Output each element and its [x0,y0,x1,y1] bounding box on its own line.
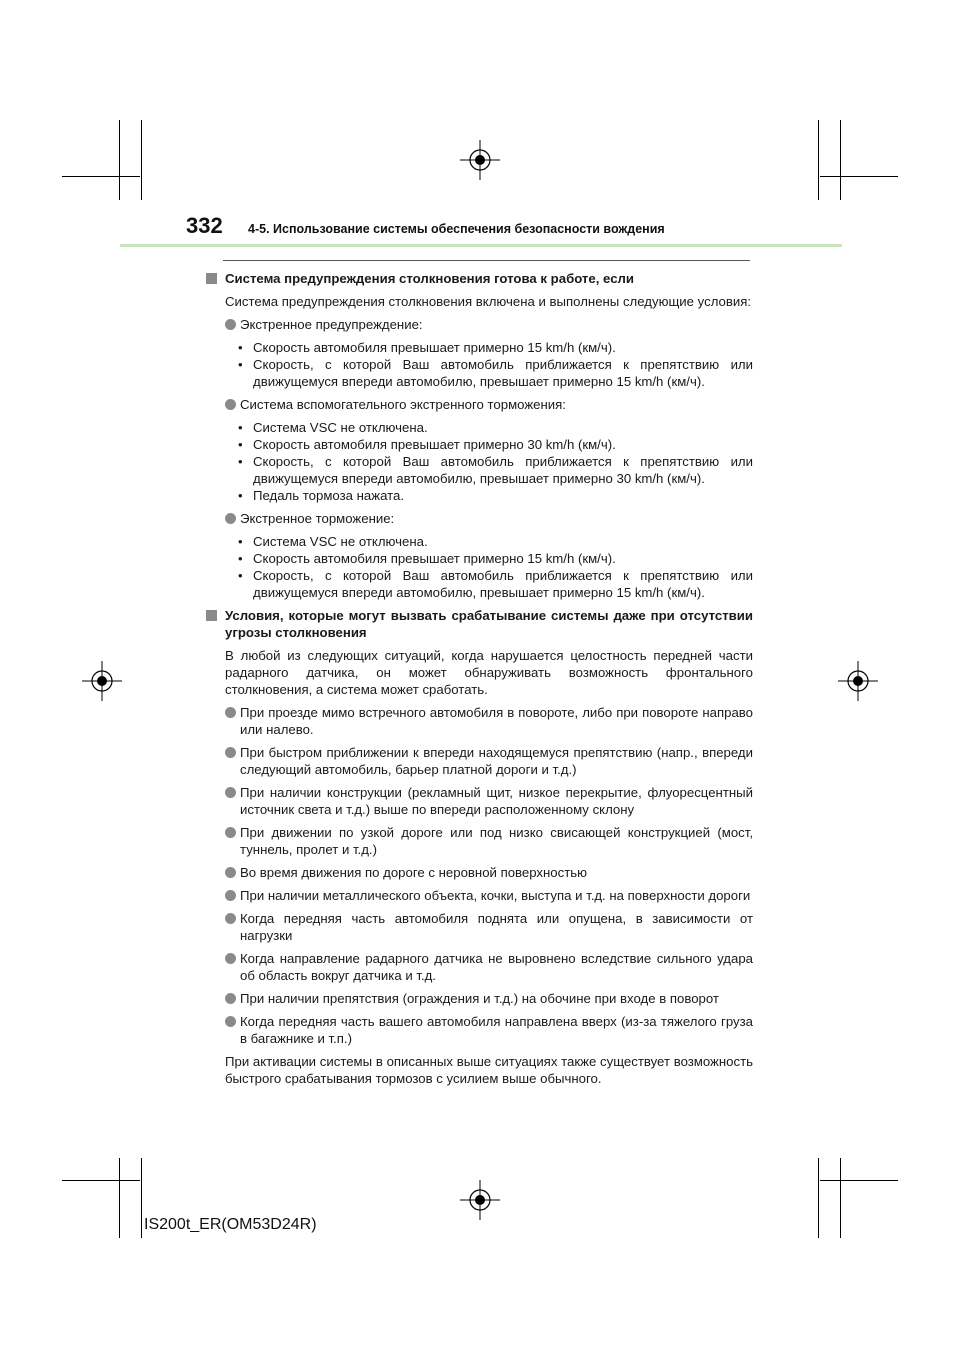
registration-target-icon [460,140,500,180]
page-number: 332 [186,213,223,238]
list-item: • Скорость автомобиля превышает примерно 30 km/h (км/ч). [205,436,753,453]
circle-bullet-icon [225,890,236,901]
list-item: • Скорость, с которой Ваш автомобиль приближается к препятствию или движущемуся впереди автомобилю, превышает примерно 30 km/h (км/ч). [205,453,753,487]
list-item: • Система VSC не отключена. [205,533,753,550]
list-item: • Скорость, с которой Ваш автомобиль приближается к препятствию или движущемуся впереди автомобилю, превышает примерно 15 km/h (км/ч). [205,567,753,601]
header-rule [120,244,842,247]
circle-item: Система вспомогательного экстренного торможения: [205,396,753,413]
list-item: • Педаль тормоза нажата. [205,487,753,504]
circle-bullet-icon [225,913,236,924]
circle-item: Экстренное торможение: [205,510,753,527]
crop-mark [840,1158,841,1238]
crop-mark [119,1158,120,1238]
circle-bullet-icon [225,747,236,758]
crop-mark [818,120,819,200]
list-item: • Скорость, с которой Ваш автомобиль приближается к препятствию или движущемуся впереди автомобилю, превышает примерно 15 km/h (км/ч). [205,356,753,390]
circle-bullet-icon [225,993,236,1004]
circle-item: Экстренное предупреждение: [205,316,753,333]
paragraph: В любой из следующих ситуаций, когда нарушается целостность передней части радарного датчика, он может обнаруживать возможность фронтального столкновения, а система может сработать. [225,648,753,697]
circle-bullet-icon [225,707,236,718]
crop-mark [820,1180,898,1181]
circle-item: При проезде мимо встречного автомобиля в повороте, либо при повороте направо или налево. [205,704,753,738]
paragraph: Система предупреждения столкновения включена и выполнены следующие условия: [225,294,752,309]
circle-bullet-icon [225,827,236,838]
circle-bullet-icon [225,1016,236,1027]
crop-mark [119,120,120,200]
circle-item: При наличии металлического объекта, кочки, выступа и т.д. на поверхности дороги [205,887,753,904]
circle-item: При движении по узкой дороге или под низко свисающей конструкцией (мост, туннель, пролет и т.д.) [205,824,753,858]
registration-target-icon [82,661,122,701]
crop-mark [141,120,142,200]
circle-item: При быстром приближении к впереди находящемуся препятствию (напр., впереди следующий автомобиль, барьер платной дороги и т.д.) [205,744,753,778]
circle-item: Когда передняя часть автомобиля поднята или опущена, в зависимости от нагрузки [205,910,753,944]
section-heading: Условия, которые могут вызвать срабатывание системы даже при отсутствии угрозы столкновения [205,607,753,641]
bullet-list [205,533,753,601]
list-item: • Скорость автомобиля превышает примерно 15 km/h (км/ч). [205,550,753,567]
circle-item: При наличии препятствия (ограждения и т.д.) на обочине при входе в поворот [205,990,753,1007]
crop-mark [840,120,841,200]
registration-target-icon [460,1180,500,1220]
content-divider [223,260,750,261]
circle-bullet-icon [225,319,236,330]
registration-target-icon [838,661,878,701]
circle-item: Во время движения по дороге с неровной поверхностью [205,864,753,881]
square-bullet-icon [206,610,217,621]
bullet-list [205,339,753,390]
square-bullet-icon [206,273,217,284]
section-heading: Система предупреждения столкновения готова к работе, если [205,270,753,287]
circle-item: При наличии конструкции (рекламный щит, низкое перекрытие, флуоресцентный источник света и т.д.) выше по впереди расположенному склону [205,784,753,818]
crop-mark [141,1158,142,1238]
circle-bullet-icon [225,953,236,964]
circle-bullet-icon [225,399,236,410]
circle-bullet-icon [225,867,236,878]
crop-mark [820,176,898,177]
page-content [205,270,753,1093]
crop-mark [62,176,140,177]
crop-mark [818,1158,819,1238]
list-item: • Система VSC не отключена. [205,419,753,436]
paragraph: При активации системы в описанных выше ситуациях также существует возможность быстрого срабатывания тормозов с усилием выше обычного. [225,1054,753,1086]
circle-bullet-icon [225,513,236,524]
circle-item: Когда передняя часть вашего автомобиля направлена вверх (из-за тяжелого груза в багажнике и т.п.) [205,1013,753,1047]
list-item: • Скорость автомобиля превышает примерно 15 km/h (км/ч). [205,339,753,356]
bullet-list [205,419,753,504]
circle-item: Когда направление радарного датчика не выровнено вследствие сильного удара об область вокруг датчика и т.д. [205,950,753,984]
circle-bullet-icon [225,787,236,798]
document-code: IS200t_ER(OM53D24R) [144,1216,317,1233]
crop-mark [62,1180,140,1181]
section-title: 4-5. Использование системы обеспечения безопасности вождения [248,222,665,236]
